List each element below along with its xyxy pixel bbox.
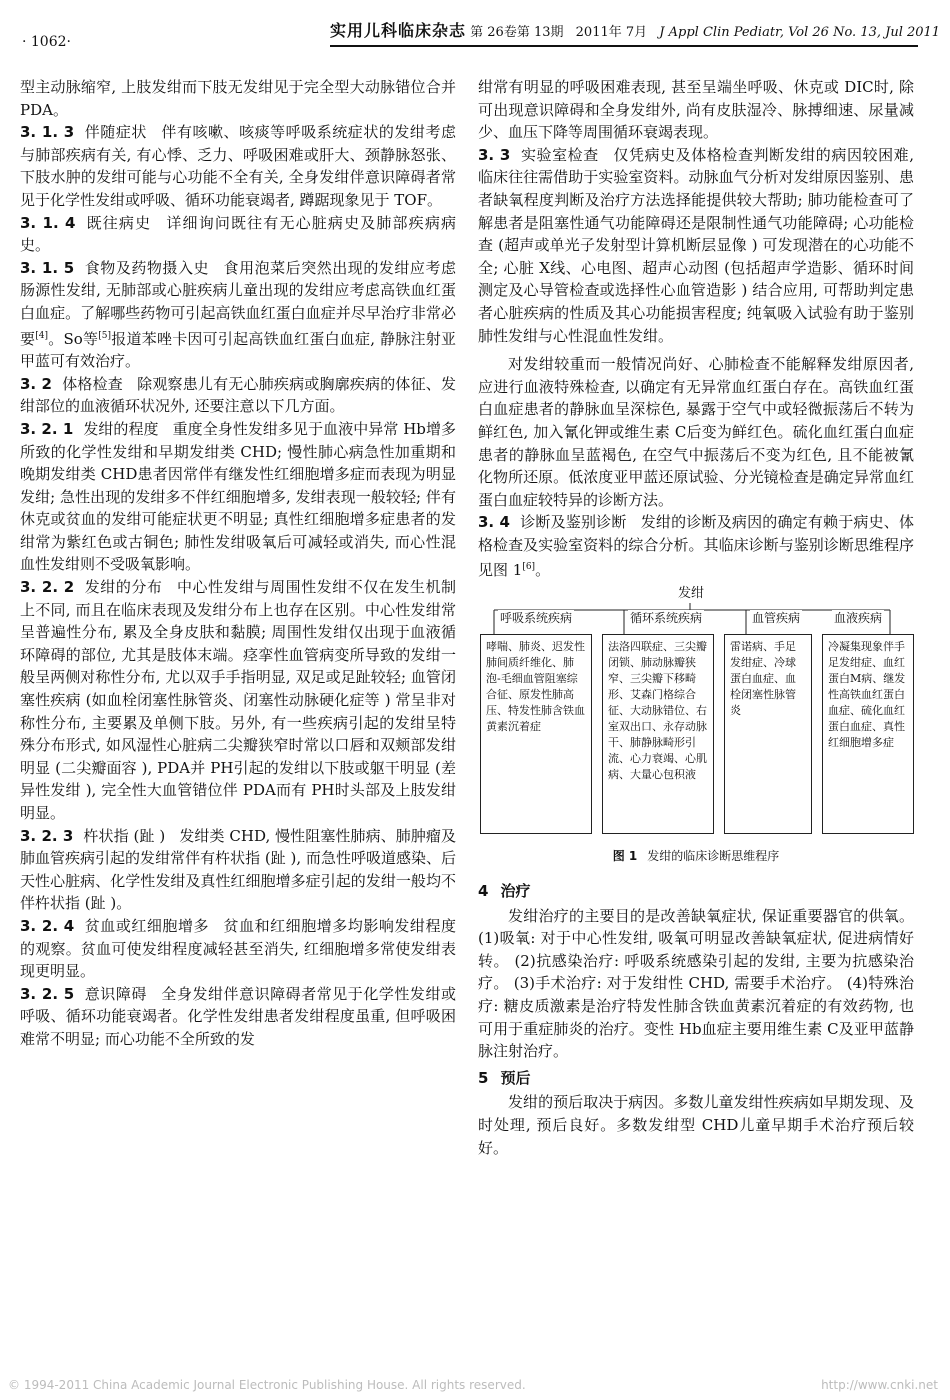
section-3-1-5 bbox=[20, 257, 456, 373]
section-number: 3. 1. 4 bbox=[20, 213, 76, 232]
section-title: 食物及药物摄入史 bbox=[84, 258, 210, 277]
section-3-1-3 bbox=[20, 121, 456, 211]
citation-ref: [4] bbox=[35, 330, 48, 341]
flowchart-root: 发绀 bbox=[678, 586, 705, 602]
section-title: 治疗 bbox=[500, 882, 531, 901]
section-text: 详细询问既往有无心脏病史及肺部疾病病史。 bbox=[20, 213, 456, 255]
journal-date: 2011年 7月 bbox=[575, 25, 648, 40]
running-header bbox=[330, 18, 941, 47]
section-title: 发绀的程度 bbox=[83, 419, 159, 438]
paragraph: 发绀治疗的主要目的是改善缺氧症状, 保证重要器官的供氧。 (1)吸氧: 对于中心性发绀, 吸氧可明显改善缺氧症状, 促进病情好转。 (2)抗感染治疗: 呼吸系统感染引起的发绀, 主要为抗感染治疗。 (3)手术治疗: 对于发绀性 CHD, 需要手术治疗。 (4)特殊治疗: 糖皮质激素是治疗特发性肺含铁血黄素沉着症的有效药物, 也可用于重症肺炎的治疗。变性 Hb血症主要用维生素 C及亚甲蓝静脉注射治疗。 bbox=[478, 906, 914, 1061]
section-title: 意识障碍 bbox=[84, 984, 147, 1003]
section-4-heading bbox=[478, 880, 914, 903]
section-number: 3. 2. 3 bbox=[20, 826, 74, 845]
page-number: · 1062· bbox=[22, 34, 71, 50]
section-text: 贫血和红细胞增多均影响发绀程度的观察。贫血可使发绀程度减轻甚至消失, 红细胞增多常使发绀表现更明显。 bbox=[20, 916, 456, 981]
section-text: 伴有咳嗽、咳痰等呼吸系统症状的发绀考虑与肺部疾病有关, 有心悸、乏力、呼吸困难或肝大、颈静脉怒张、下肢水肿的发绀可能与心功能不全有关, 全身发绀伴意识障碍者常见于化学性发绀或呼吸、循环功能衰竭者, 蹲踞现象见于 TOF。 bbox=[20, 123, 456, 209]
section-3-4 bbox=[478, 511, 914, 582]
section-3-2-3 bbox=[20, 825, 456, 915]
section-text: 报道苯唑卡因可引起高铁血红蛋白血症, 静脉注射亚甲蓝可有效治疗。 bbox=[20, 329, 456, 371]
section-number: 3. 2. 5 bbox=[20, 984, 75, 1003]
section-number: 3. 2. 4 bbox=[20, 916, 75, 935]
section-5-heading bbox=[478, 1067, 914, 1090]
section-number: 3. 4 bbox=[478, 513, 510, 532]
paragraph: 绀常有明显的呼吸困难表现, 甚至呈端坐呼吸、休克或 DIC时, 除可出现意识障碍和全身发绀外, 尚有皮肤湿冷、脉搏细速、尿量减少、血压下降等周围循环衰竭表现。 bbox=[478, 78, 914, 142]
citation-ref: [6] bbox=[522, 562, 536, 573]
section-number: 3. 2. 1 bbox=[20, 419, 74, 438]
journal-issue: 第 26卷第 13期 bbox=[470, 25, 564, 40]
section-title: 实验室检查 bbox=[520, 145, 599, 164]
category-blood: 血液疾病 bbox=[834, 611, 883, 626]
section-text: 除观察患儿有无心肺疾病或胸廓疾病的体征、发绀部位的血液循环状况外, 还要注意以下几方面。 bbox=[20, 374, 456, 416]
section-number: 5 bbox=[478, 1068, 489, 1087]
section-number: 3. 1. 5 bbox=[20, 258, 75, 277]
section-number: 3. 1. 3 bbox=[20, 123, 75, 142]
box-respiratory: 哮喘、肺炎、迟发性肺间质纤维化、肺泡-毛细血管阻塞综合征、原发性肺高压、特发性肺含铁血黄素沉着症 bbox=[480, 634, 592, 834]
section-text: 发绀类 CHD, 慢性阻塞性肺病、肺肿瘤及肺血管疾病引起的发绀常伴有杵状指 (趾 ), 而急性呼吸道感染、后天性心脏病、化学性发绀及真性红细胞增多症引起的发绀一般均不伴杵状指 (趾 )。 bbox=[20, 826, 456, 913]
right-column bbox=[478, 76, 914, 1159]
paragraph: 型主动脉缩窄, 上肢发绀而下肢无发绀见于完全型大动脉错位合并 PDA。 bbox=[20, 78, 456, 119]
section-text: 食用泡菜后突然出现的发绀应考虑肠源性发绀, 无肺部或心脏疾病儿童出现的发绀应考虑高铁血红蛋白血症。了解哪些药物可引起高铁血红蛋白血症并尽早治疗非常必要 bbox=[20, 258, 456, 348]
section-text: 重度全身性发绀多见于血液中异常 Hb增多所致的化学性发绀和早期发绀类 CHD; 慢性肺心病急性加重期和晚期发绀类 CHD患者因常伴有继发性红细胞增多症而表现为明显发绀; 急性出现的发绀多不伴红细胞增多, 发绀表现一般较轻; 伴有休克或贫血的发绀可能症状更不明显; 真性红细胞增多症患者的发绀常为紫红色或古铜色; 肺性发绀吸氧后可减轻或消失, 而心性混血性发绀则不受吸氧影响。 bbox=[20, 419, 456, 574]
citation-ref: [5] bbox=[98, 330, 112, 341]
section-number: 3. 2 bbox=[20, 374, 52, 393]
section-3-2-5 bbox=[20, 983, 456, 1051]
box-blood: 冷凝集现象伴手足发绀症、血红蛋白M病、继发性高铁血红蛋白血症、硫化血红蛋白血症、真性红细胞增多症 bbox=[822, 634, 914, 834]
journal-english-citation: J Appl Clin Pediatr, Vol 26 No. 13, Jul 2011 bbox=[659, 25, 941, 40]
section-3-2-2 bbox=[20, 576, 456, 825]
section-text: 。 bbox=[535, 561, 551, 580]
section-text: 发绀的诊断及病因的确定有赖于病史、体格检查及实验室资料的综合分析。其临床诊断与鉴别诊断思维程序见图 1 bbox=[478, 513, 914, 580]
category-circulatory: 循环系统疾病 bbox=[630, 611, 703, 626]
left-column bbox=[20, 76, 456, 1051]
paragraph: 发绀的预后取决于病因。多数儿童发绀性疾病如早期发现、及时处理, 预后良好。多数发绀型 CHD儿童早期手术治疗预后较好。 bbox=[478, 1093, 914, 1157]
footer-url[interactable]: http://www.cnki.net bbox=[821, 1378, 938, 1392]
figure-caption bbox=[478, 848, 914, 864]
section-3-3 bbox=[478, 144, 914, 347]
caption-number: 图 1 bbox=[612, 849, 638, 864]
box-circulatory: 法洛四联症、三尖瓣闭锁、肺动脉瓣狭窄、三尖瓣下移畸形、艾森门格综合征、大动脉错位、右室双出口、永存动脉干、肺静脉畸形引流、心力衰竭、心肌病、大量心包积液 bbox=[602, 634, 714, 834]
category-respiratory: 呼吸系统疾病 bbox=[500, 611, 573, 626]
section-3-2 bbox=[20, 373, 456, 418]
section-text: 中心性发绀与周围性发绀不仅在发生机制上不同, 而且在临床表现及发绀分布上也存在区别。中心性发绀常呈普遍性分布, 累及全身皮肤和黏膜; 周围性发绀仅出现于血液循环障碍的部位, 尤其是肢体末端。痉挛性血管病变所导致的发绀一般呈两侧对称性分布, 尤以双手手指明显, 双足或足趾较轻; 血管闭塞性疾病 (如血栓闭塞性脉管炎、闭塞性动脉硬化症等 ) 常呈非对称性分布, 主要累及单侧下肢。另外, 有一些疾病引起的发绀呈特殊分布形式, 如风湿性心脏病二尖瓣狭窄时常以口唇和双颊部发绀明显 (二尖瓣面容 ), PDA并 PH引起的发绀以下肢或躯干明显 (差异性发绀 ), 完全性大血管错位伴 PDA而有 PH时头部及上肢发绀明显。 bbox=[20, 578, 456, 822]
caption-text: 发绀的临床诊断思维程序 bbox=[647, 849, 780, 864]
section-text: 。So等 bbox=[48, 329, 99, 348]
section-title: 伴随症状 bbox=[84, 123, 147, 142]
journal-name: 实用儿科临床杂志 bbox=[330, 21, 467, 40]
section-number: 3. 3 bbox=[478, 145, 511, 164]
section-3-2-4 bbox=[20, 915, 456, 983]
section-title: 贫血或红细胞增多 bbox=[84, 916, 210, 935]
figure-1-flowchart bbox=[478, 586, 914, 878]
paragraph: 对发绀较重而一般情况尚好、心肺检查不能解释发绀原因者, 应进行血液特殊检查, 以确定有无异常血红蛋白存在。高铁血红蛋白血症患者的静脉血呈深棕色, 暴露于空气中或轻微振荡后不转为鲜红色, 加入氰化钾或维生素 C后变为鲜红色。硫化血红蛋白血症患者的静脉血呈蓝褐色, 在空气中振荡后不变为红色, 且不能被氰化物所还原。低浓度亚甲蓝还原试验、分光镜检查是确定异常血红蛋白血症较特异的诊断方法。 bbox=[478, 355, 914, 509]
section-text: 仅凭病史及体格检查判断发绀的病因较困难, 临床往往需借助于实验室资料。动脉血气分析对发绀原因鉴别、患者缺氧程度判断及治疗方法选择能提供较大帮助; 肺功能检查可了解患者是阻塞性通气功能障碍还是限制性通气功能障碍; 心功能检查 (超声或单光子发射型计算机断层显像 ) 可发现潜在的心功能不全; 心脏 X线、心电图、超声心动图 (包括超声学造影、循环时间测定及心导管检查或选择性心血管造影 ) 结合应用, 可帮助判定患者心脏疾病的性质及其心功能损害程度; 纯氧吸入试验有助于鉴别肺性发绀与心性混血性发绀。 bbox=[478, 145, 914, 345]
copyright-text: © 1994-2011 China Academic Journal Electronic Publishing House. All rights reserved. bbox=[8, 1378, 526, 1392]
section-text: 全身发绀伴意识障碍者常见于化学性发绀或呼吸、循环功能衰竭者。化学性发绀患者发绀程度虽重, 但呼吸困难常不明显; 而心功能不全所致的发 bbox=[20, 984, 456, 1048]
section-title: 发绀的分布 bbox=[84, 578, 163, 597]
section-title: 既往病史 bbox=[85, 213, 152, 232]
box-vascular: 雷诺病、手足发绀症、冷球蛋白血症、血栓闭塞性脉管炎 bbox=[724, 634, 812, 834]
section-title: 杵状指 (趾 ) bbox=[83, 826, 166, 845]
section-number: 3. 2. 2 bbox=[20, 578, 75, 597]
section-3-1-4 bbox=[20, 212, 456, 257]
section-number: 4 bbox=[478, 882, 489, 901]
section-title: 预后 bbox=[500, 1068, 531, 1087]
section-3-2-1 bbox=[20, 418, 456, 576]
category-vascular: 血管疾病 bbox=[752, 611, 801, 626]
footer-watermark bbox=[8, 1378, 938, 1392]
section-title: 体格检查 bbox=[62, 374, 123, 393]
section-title: 诊断及鉴别诊断 bbox=[520, 513, 627, 532]
